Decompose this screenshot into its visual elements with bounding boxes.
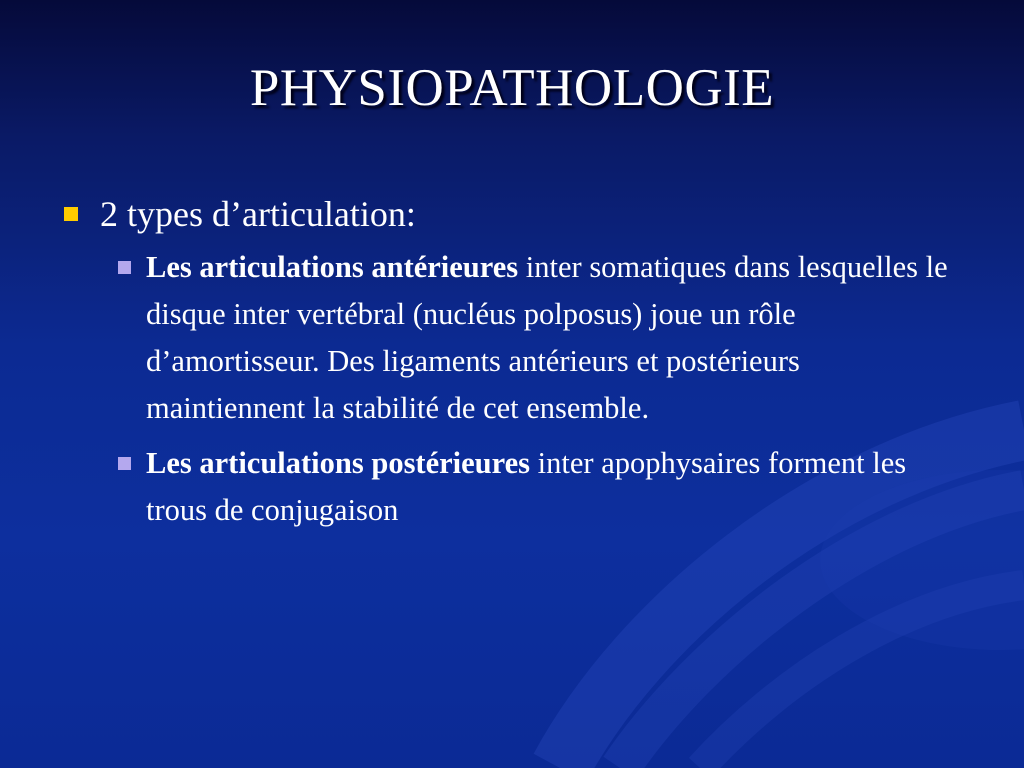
slide-content [62, 190, 962, 542]
subbullet-posterior [118, 440, 962, 534]
lavender-square-bullet-icon [118, 457, 131, 470]
subbullet-anterior-text: inter somatiques dans lesquelles le disque inter vertébral (nucléus polposus) joue un rôle d’amortisseur. Des ligaments antérieurs et postérieurs maintiennent la stabilité de cet ensemble. [146, 250, 948, 425]
bullet-level1 [62, 190, 962, 238]
slide-title: PHYSIOPATHOLOGIE [249, 59, 775, 117]
lavender-square-bullet-icon [118, 261, 131, 274]
subbullet-anterior-bold: Les articulations antérieures [146, 250, 519, 284]
yellow-square-bullet-icon [64, 207, 78, 221]
subbullet-posterior-text: inter apophysaires forment les trous de conjugaison [146, 446, 907, 527]
bullet-level1-text: 2 types d’articulation: [100, 194, 416, 234]
subbullet-anterior [118, 244, 962, 432]
subbullet-posterior-bold: Les articulations postérieures [146, 446, 531, 480]
